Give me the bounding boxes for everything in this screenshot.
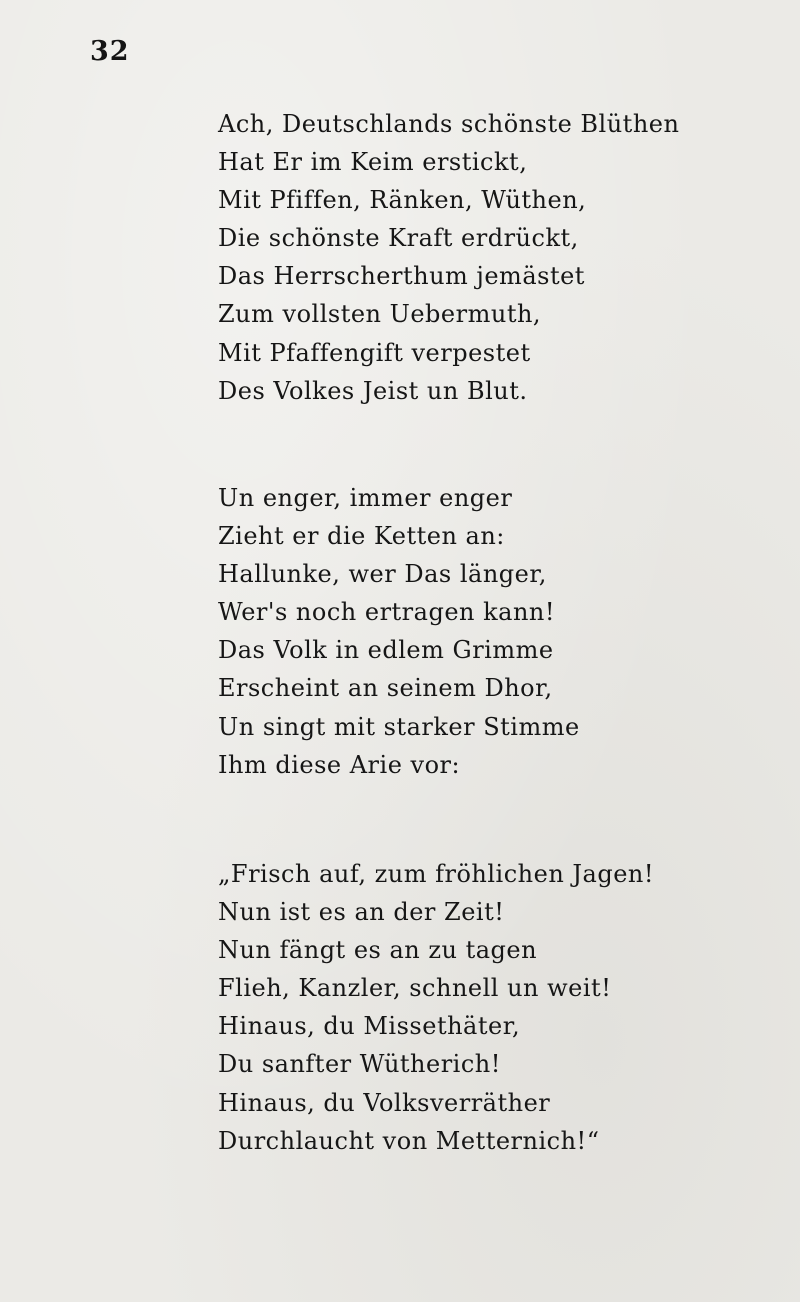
verse-line: Mit Pfiffen, Ränken, Wüthen, [218,186,587,215]
verse-line: Hinaus, du Volksverräther [218,1088,551,1117]
verse-line: Die schönste Kraft erdrückt, [218,224,579,253]
verse-line: Flieh, Kanzler, schnell un weit! [218,974,612,1003]
verse-line: Nun ist es an der Zeit! [218,898,505,927]
verse-line: Nun fängt es an zu tagen [218,936,538,965]
stanza-3 [218,855,654,1160]
verse-line: Das Volk in edlem Grimme [218,636,554,665]
verse-line: Erscheint an seinem Dhor, [218,674,553,703]
verse-line: Des Volkes Jeist un Blut. [218,376,528,405]
verse-line: Zum vollsten Uebermuth, [218,300,542,329]
verse-line: Du sanfter Wütherich! [218,1050,501,1079]
verse-line: Hat Er im Keim erstickt, [218,148,528,177]
verse-line: Hinaus, du Missethäter, [218,1012,521,1041]
verse-line: Ach, Deutschlands schönste Blüthen [218,110,680,138]
verse-line: Durchlaucht von Metternich!“ [218,1126,600,1155]
verse-line: Wer's noch ertragen kann! [218,598,556,627]
verse-line: Das Herrscherthum jemästet [218,262,585,291]
verse-line: „Frisch auf, zum fröhlichen Jagen! [218,860,655,888]
verse-line: Hallunke, wer Das länger, [218,560,547,589]
verse-line: Ihm diese Arie vor: [218,750,461,779]
verse-line: Un singt mit starker Stimme [218,712,580,741]
stanza-2 [218,479,580,784]
page-number: 32 [90,36,130,67]
verse-line: Un enger, immer enger [218,484,513,512]
verse-line: Zieht er die Ketten an: [218,522,505,551]
verse-line: Mit Pfaffengift verpestet [218,338,531,367]
stanza-1 [218,105,679,410]
